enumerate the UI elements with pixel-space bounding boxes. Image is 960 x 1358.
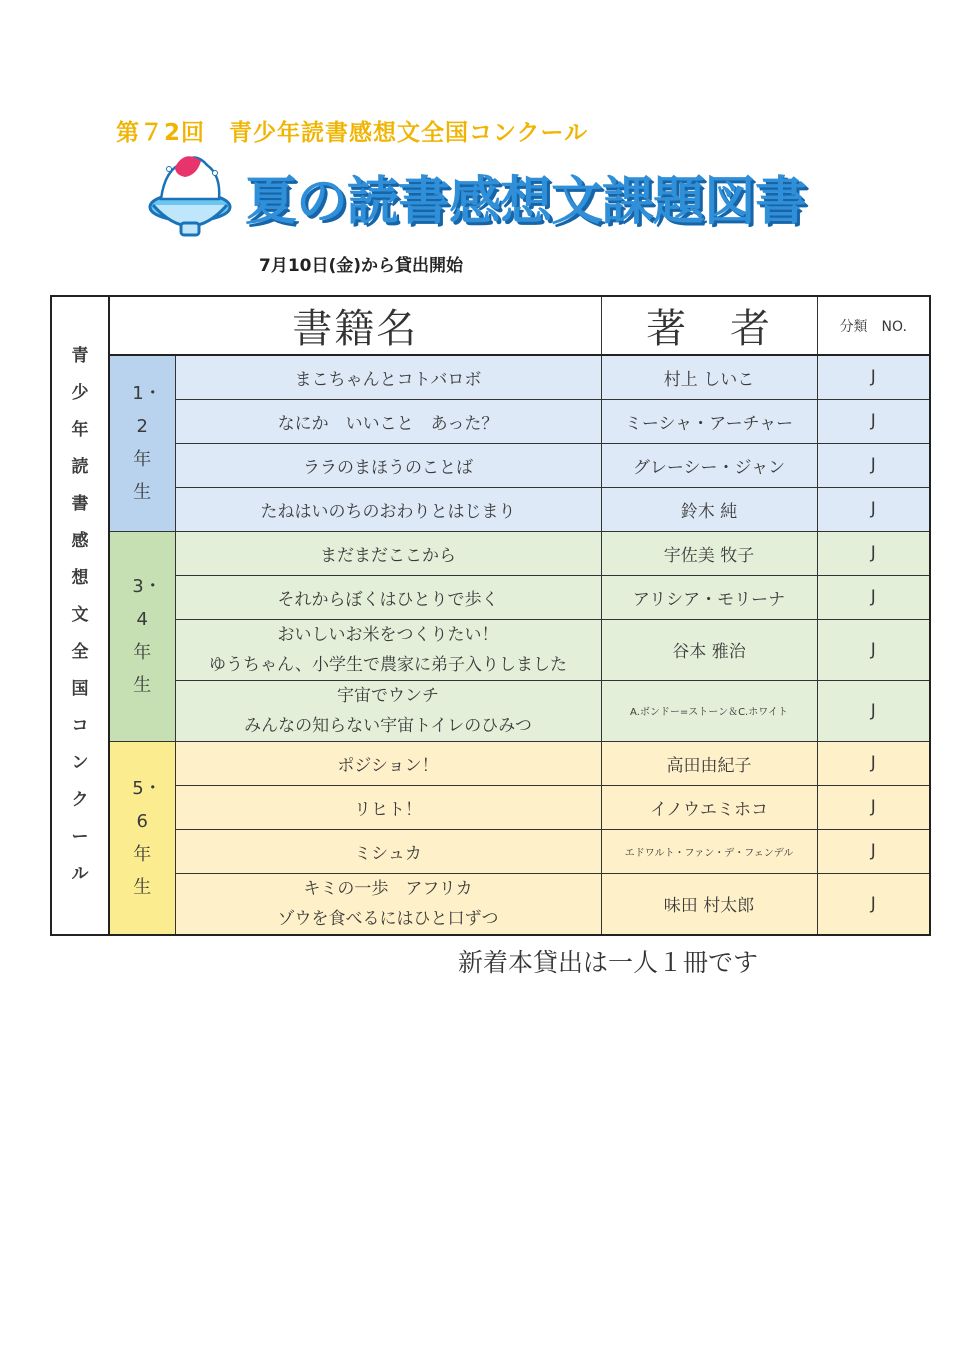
book-author: 村上 しいこ [601,355,817,399]
subtitle: 第７2回 青少年読書感想文全国コンクール [116,120,589,146]
book-title: まだまだここから [175,531,601,575]
book-title: なにか いいこと あった？ [175,399,601,443]
banner [145,147,845,239]
book-author: 谷本 雅治 [601,619,817,680]
book-title: たねはいのちのおわりとはじまり [175,487,601,531]
book-class: J [817,680,930,741]
book-title: ミシュカ [175,829,601,873]
table-row [51,575,930,619]
book-table [50,295,931,936]
column-title-header: 書籍名 [109,296,601,355]
table-row [51,785,930,829]
grade-label: 3・4年生 [109,531,175,741]
table-row [51,829,930,873]
book-title: まこちゃんとコトバロボ [175,355,601,399]
book-author: エドワルト・ファン・デ・フェンデル [601,829,817,873]
table-row [51,487,930,531]
shaved-ice-icon [145,147,235,239]
book-class: J [817,785,930,829]
table-row [51,741,930,785]
side-label: 青少年読書感想文 全国コンクール [51,296,109,935]
book-class: J [817,443,930,487]
book-class: J [817,741,930,785]
book-class: J [817,873,930,935]
book-title: ポジション！ [175,741,601,785]
table-row [51,531,930,575]
date-line: 7月10日(金)から貸出開始 [259,256,464,276]
book-title-line1: おいしいお米をつくりたい！ [277,624,499,645]
table-row [51,399,930,443]
book-class: J [817,575,930,619]
book-author: イノウエミホコ [601,785,817,829]
book-title: リヒト！ [175,785,601,829]
grade-label: 1・2年生 [109,355,175,531]
column-class-header: 分類 NO. [817,296,930,355]
book-author: 宇佐美 牧子 [601,531,817,575]
table-header-row [51,296,930,355]
book-title-line2: ゆうちゃん、小学生で農家に弟子入りしました [208,654,568,675]
book-author: アリシア・モリーナ [601,575,817,619]
book-title-line1: キミの一歩 アフリカ [303,878,473,899]
book-class: J [817,829,930,873]
book-title: ララのまほうのことば [175,443,601,487]
column-author-header: 著 者 [601,296,817,355]
footer-note: 新着本貸出は一人１冊です [458,948,759,977]
book-title [175,873,601,935]
table-row [51,619,930,680]
grade-label: 5・6年生 [109,741,175,935]
book-author: 鈴木 純 [601,487,817,531]
book-author: A.ボンドー=ストーン＆C.ホワイト [601,680,817,741]
book-title: それからぼくはひとりで歩く [175,575,601,619]
table-row [51,873,930,935]
book-class: J [817,487,930,531]
book-author: 高田由紀子 [601,741,817,785]
table-row [51,355,930,399]
book-title-line2: ゾウを食べるにはひと口ずつ [277,908,499,929]
book-author: ミーシャ・アーチャー [601,399,817,443]
book-title-line2: みんなの知らない宇宙トイレのひみつ [244,715,532,736]
book-class: J [817,355,930,399]
book-title-line1: 宇宙でウンチ [337,685,439,706]
book-title [175,619,601,680]
book-class: J [817,531,930,575]
book-author: グレーシー・ジャン [601,443,817,487]
book-class: J [817,399,930,443]
book-author: 味田 村太郎 [601,873,817,935]
table-row [51,680,930,741]
banner-title: 夏の読書感想文課題図書 [245,172,807,232]
book-class: J [817,619,930,680]
book-title [175,680,601,741]
table-row [51,443,930,487]
